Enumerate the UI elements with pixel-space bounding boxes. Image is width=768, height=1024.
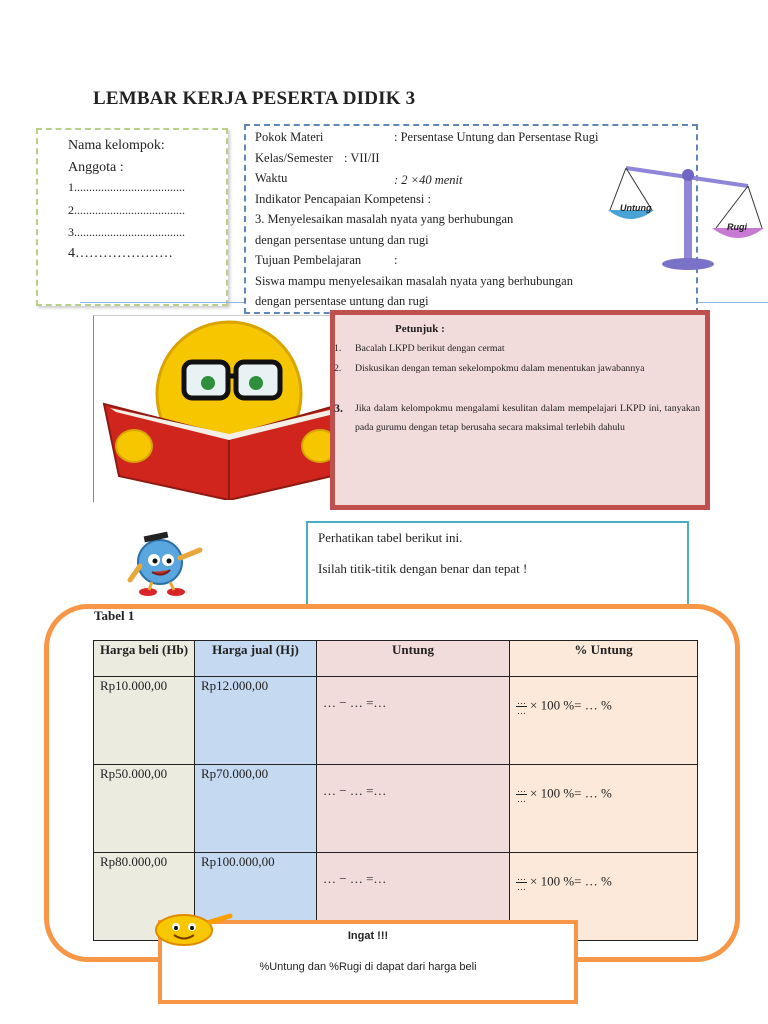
petunjuk-item: 2. Diskusikan dengan teman sekelompokmu dalam menentukan jawabannya [334, 363, 645, 374]
cell-harga-jual: Rp70.000,00 [195, 765, 317, 853]
member-line-3: 3..................................... [68, 225, 185, 239]
divider [698, 302, 768, 303]
rugi-label: Rugi [727, 222, 747, 232]
reading-emoji-illustration [93, 315, 352, 502]
pointing-smiley-icon [154, 908, 234, 948]
scale-pivot [682, 169, 694, 181]
tujuan-text-2: dengan persentase untung dan rugi [255, 294, 429, 308]
indikator-text-1: 3. Menyelesaikan masalah nyata yang berhubungan [255, 212, 514, 226]
cell-harga-beli: Rp50.000,00 [94, 765, 195, 853]
cell-persen-untung[interactable]: $\frac{\dots}{\dots}$ × 100 %= … % [510, 853, 698, 941]
member-line-4: 4………………… [68, 246, 173, 261]
instruction-line-1: Perhatikan tabel berikut ini. [318, 530, 463, 545]
tujuan-text-1: Siswa mampu menyelesaikan masalah nyata yang berhubungan [255, 274, 573, 288]
fraction: $\frac{\dots}{\dots}$ [517, 784, 526, 804]
kelas-value: : VII/II [344, 151, 380, 165]
header-harga-jual: Harga jual (Hj) [195, 641, 317, 677]
waktu-value: : 2 ×40 menit [394, 173, 463, 187]
nama-kelompok-label: Nama kelompok: [68, 138, 165, 153]
fraction: $\frac{\dots}{\dots}$ [517, 872, 526, 892]
header-persen-untung: % Untung [510, 641, 698, 677]
cell-harga-jual: Rp100.000,00 [195, 853, 317, 941]
waktu-label: Waktu [255, 171, 288, 185]
petunjuk-heading: Petunjuk : [395, 323, 445, 335]
tujuan-colon: : [394, 253, 398, 267]
instruction-line-2: Isilah titik-titik dengan benar dan tepat ! [318, 561, 528, 576]
petunjuk-item: 3. Jika dalam kelompokmu mengalami kesulitan dalam mempelajari LKPD ini, tanyakan pada gurumu dengan tetap berusaha secara maksimal terlebih dahulu [334, 401, 700, 433]
balance-scale-icon [606, 160, 768, 272]
anggota-label: Anggota : [68, 160, 124, 175]
cell-untung[interactable]: … − … =… [317, 853, 510, 941]
cell-persen-untung[interactable]: $\frac{\dots}{\dots}$ × 100 %= … % [510, 677, 698, 765]
petunjuk-item: 1. Bacalah LKPD berikut dengan cermat [334, 343, 505, 354]
reminder-heading: Ingat !!! [347, 930, 389, 942]
tujuan-label: Tujuan Pembelajaran [255, 253, 362, 267]
table-header-row [94, 641, 698, 677]
page-title: LEMBAR KERJA PESERTA DIDIK 3 [93, 88, 416, 109]
pokok-materi-label: Pokok Materi [255, 130, 324, 144]
cell-harga-beli: Rp80.000,00 [94, 853, 195, 941]
table-row [94, 765, 698, 853]
fraction: $\frac{\dots}{\dots}$ [517, 696, 526, 716]
cell-harga-beli: Rp10.000,00 [94, 677, 195, 765]
member-line-1: 1..................................... [68, 180, 185, 194]
table-row [94, 677, 698, 765]
cell-untung[interactable]: … − … =… [317, 677, 510, 765]
cell-untung[interactable]: … − … =… [317, 765, 510, 853]
divider [80, 302, 245, 303]
cell-persen-untung[interactable]: $\frac{\dots}{\dots}$ × 100 %= … % [510, 765, 698, 853]
petunjuk-box [330, 310, 710, 510]
profit-table [93, 640, 698, 941]
scale-base [662, 258, 714, 270]
member-line-2: 2..................................... [68, 203, 185, 217]
header-harga-beli: Harga beli (Hb) [94, 641, 195, 677]
header-untung: Untung [317, 641, 510, 677]
indikator-text-2: dengan persentase untung dan rugi [255, 233, 429, 247]
identity-box [36, 128, 228, 306]
reminder-text: %Untung dan %Rugi di dapat dari harga beli [259, 961, 477, 973]
pokok-materi-value: : Persentase Untung dan Persentase Rugi [394, 130, 599, 144]
globe-mascot-icon [118, 528, 208, 598]
scale-pole [684, 174, 692, 264]
indikator-label: Indikator Pencapaian Kompetensi : [255, 192, 431, 206]
cell-harga-jual: Rp12.000,00 [195, 677, 317, 765]
untung-label: Untung [620, 203, 652, 213]
instruction-box [306, 521, 689, 606]
kelas-label: Kelas/Semester [255, 151, 333, 165]
table-caption: Tabel 1 [94, 608, 135, 623]
